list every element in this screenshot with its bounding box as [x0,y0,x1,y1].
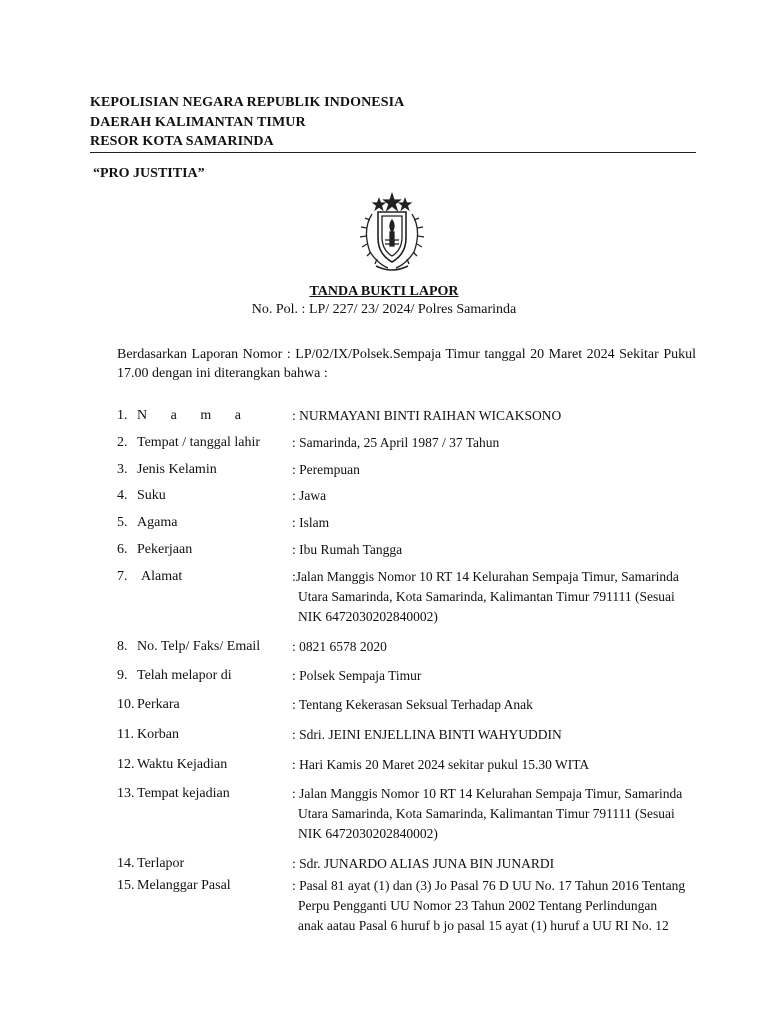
article-line-3: anak aatau Pasal 6 huruf b jo pasal 15 ayat (1) huruf a UU RI No. 12 [298,918,669,933]
letterhead [90,93,696,152]
item-value-reported-person: : Sdr. JUNARDO ALIAS JUNA BIN JUNARDI [292,856,555,871]
item-number: 6. [117,542,128,557]
letterhead-line-1: KEPOLISIAN NEGARA REPUBLIK INDONESIA [90,95,405,110]
item-value-violated-article [292,876,697,936]
article-line-2: Perpu Pengganti UU Nomor 23 Tahun 2002 Tentang Perlindungan [298,898,658,913]
address-line-3: NIK 6472030202840002) [298,609,438,624]
item-label-gender: Jenis Kelamin [137,462,217,477]
item-number: 1. [117,408,128,423]
address-line-2: Utara Samarinda, Kota Samarinda, Kalimantan Timur 791111 (Sesuai [298,589,675,604]
item-label-reported-person: Terlapor [137,856,185,871]
item-label-contact: No. Telp/ Faks/ Email [137,639,261,654]
item-number: 8. [117,639,128,654]
item-number: 9. [117,668,128,683]
item-value-case: : Tentang Kekerasan Seksual Terhadap Anak [292,697,533,712]
item-value-birth: : Samarinda, 25 April 1987 / 37 Tahun [292,435,500,450]
item-label-birth: Tempat / tanggal lahir [137,435,261,450]
item-number: 2. [117,435,128,450]
item-number: 5. [117,515,128,530]
header-divider [90,152,696,153]
incident-place-line-3: NIK 6472030202840002) [298,826,438,841]
item-label-nama: N a m a [137,408,251,423]
item-value-ethnicity: : Jawa [292,488,327,503]
item-label-victim: Korban [137,727,179,742]
item-label-case: Perkara [137,697,180,712]
incident-place-line-1: : Jalan Manggis Nomor 10 RT 14 Kelurahan Sempaja Timur, Samarinda [292,786,683,801]
item-value-contact: : 0821 6578 2020 [292,639,387,654]
item-value-address [292,567,697,627]
item-number: 11. [117,727,134,742]
police-emblem-icon [348,190,436,274]
item-value-occupation: : Ibu Rumah Tangga [292,542,403,557]
item-label-incident-place: Tempat kejadian [137,786,230,801]
item-number: 15. [117,878,135,893]
document-title: TANDA BUKTI LAPOR [309,284,459,299]
item-number: 4. [117,488,128,503]
item-number: 7. [117,569,128,584]
item-label-occupation: Pekerjaan [137,542,193,557]
item-value-victim: : Sdri. JEINI ENJELLINA BINTI WAHYUDDIN [292,727,562,742]
intro-paragraph: Berdasarkan Laporan Nomor : LP/02/IX/Polsek.Sempaja Timur tanggal 20 Maret 2024 Sekitar Pukul 17.00 dengan ini diterangkan bahwa : [117,347,696,381]
item-label-religion: Agama [137,515,178,530]
item-value-nama: : NURMAYANI BINTI RAIHAN WICAKSONO [292,408,562,423]
item-value-reported-at: : Polsek Sempaja Timur [292,668,422,683]
item-label-reported-at: Telah melapor di [137,668,232,683]
item-value-gender: : Perempuan [292,462,360,477]
item-value-incident-place [292,784,697,844]
pro-justitia-label: “PRO JUSTITIA” [93,166,205,181]
item-number: 13. [117,786,135,801]
item-value-religion: : Islam [292,515,330,530]
item-number: 12. [117,757,135,772]
item-label-violated-article: Melanggar Pasal [137,878,231,893]
police-number: No. Pol. : LP/ 227/ 23/ 2024/ Polres Samarinda [251,302,517,317]
article-line-1: : Pasal 81 ayat (1) dan (3) Jo Pasal 76 D UU No. 17 Tahun 2016 Tentang [292,878,686,893]
item-label-address: Alamat [141,569,183,584]
item-number: 14. [117,856,135,871]
letterhead-line-3: RESOR KOTA SAMARINDA [90,134,274,149]
item-number: 10. [117,697,135,712]
item-value-incident-time: : Hari Kamis 20 Maret 2024 sekitar pukul 15.30 WITA [292,757,590,772]
incident-place-line-2: Utara Samarinda, Kota Samarinda, Kalimantan Timur 791111 (Sesuai [298,806,675,821]
item-number: 3. [117,462,128,477]
address-line-1: :Jalan Manggis Nomor 10 RT 14 Kelurahan Sempaja Timur, Samarinda [292,569,679,584]
item-label-incident-time: Waktu Kejadian [137,757,228,772]
letterhead-line-2: DAERAH KALIMANTAN TIMUR [90,114,306,130]
item-label-ethnicity: Suku [137,488,166,503]
